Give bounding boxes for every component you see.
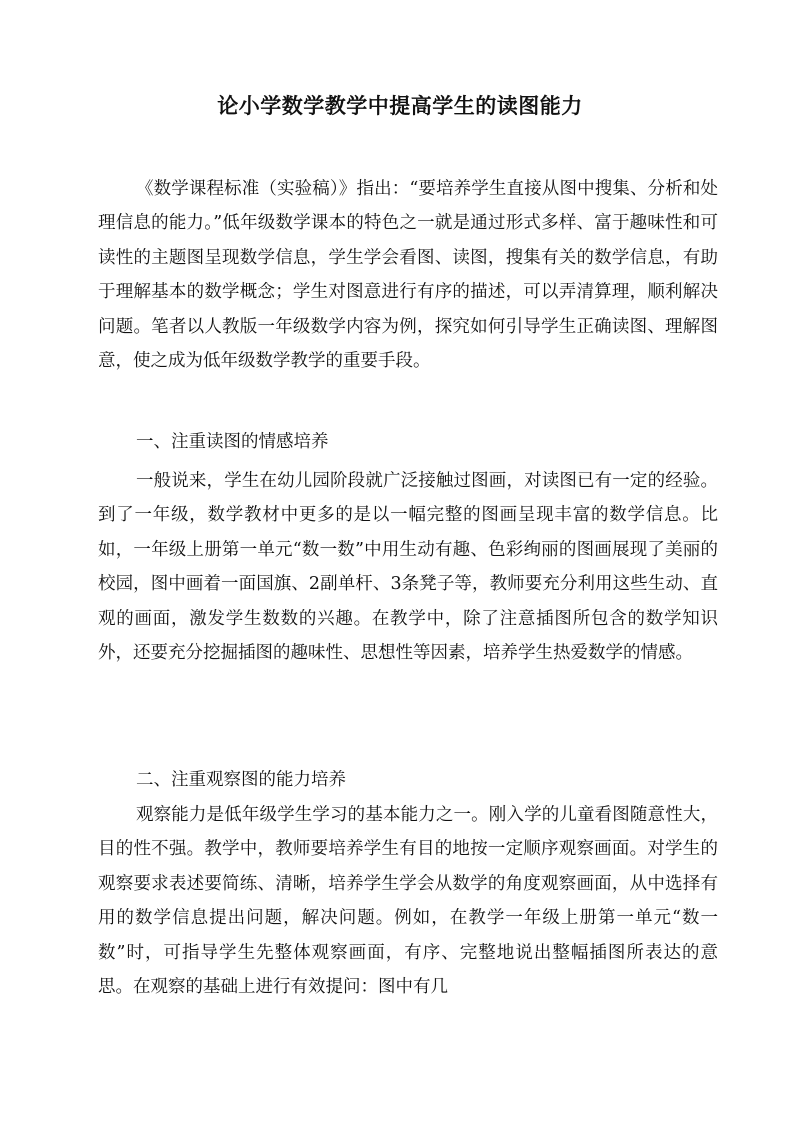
section-heading-1: 一、注重读图的情感培养 [136,432,329,452]
document-title: 论小学数学教学中提高学生的读图能力 [217,93,583,118]
section-1-paragraph: 一般说来，学生在幼儿园阶段就广泛接触过图画，对读图已有一定的经验。到了一年级，数学教材中更多的是以一幅完整的图画呈现丰富的数学信息。比如，一年级上册第一单元“数一数”中用生动有趣、色彩绚丽的图画展现了美丽的校园，图中画着一面国旗、2副单杆、3条凳子等，教师要充分利用这些生动、直观的画面，激发学生数数的兴趣。在教学中，除了注意插图所包含的数学知识外，还要充分挖掘插图的趣味性、思想性等因素，培养学生热爱数学的情感。 [98,471,718,664]
section-heading-2: 二、注重观察图的能力培养 [136,770,346,790]
section-2-paragraph: 观察能力是低年级学生学习的基本能力之一。刚入学的儿童看图随意性大，目的性不强。教学中，教师要培养学生有目的地按一定顺序观察画面。对学生的观察要求表述要简练、清晰，培养学生学会从数学的角度观察画面，从中选择有用的数学信息提出问题，解决问题。例如，在教学一年级上册第一单元“数一数”时，可指导学生先整体观察画面，有序、完整地说出整幅插图所表达的意思。在观察的基础上进行有效提问：图中有几 [98,805,718,998]
intro-paragraph: 《数学课程标准（实验稿）》指出：“要培养学生直接从图中搜集、分析和处理信息的能力。”低年级数学课本的特色之一就是通过形式多样、富于趣味性和可读性的主题图呈现数学信息，学生学会看图、读图，搜集有关的数学信息，有助于理解基本的数学概念；学生对图意进行有序的描述，可以弄清算理，顺利解决问题。笔者以人教版一年级数学内容为例，探究如何引导学生正确读图、理解图意，使之成为低年级数学教学的重要手段。 [98,179,718,372]
